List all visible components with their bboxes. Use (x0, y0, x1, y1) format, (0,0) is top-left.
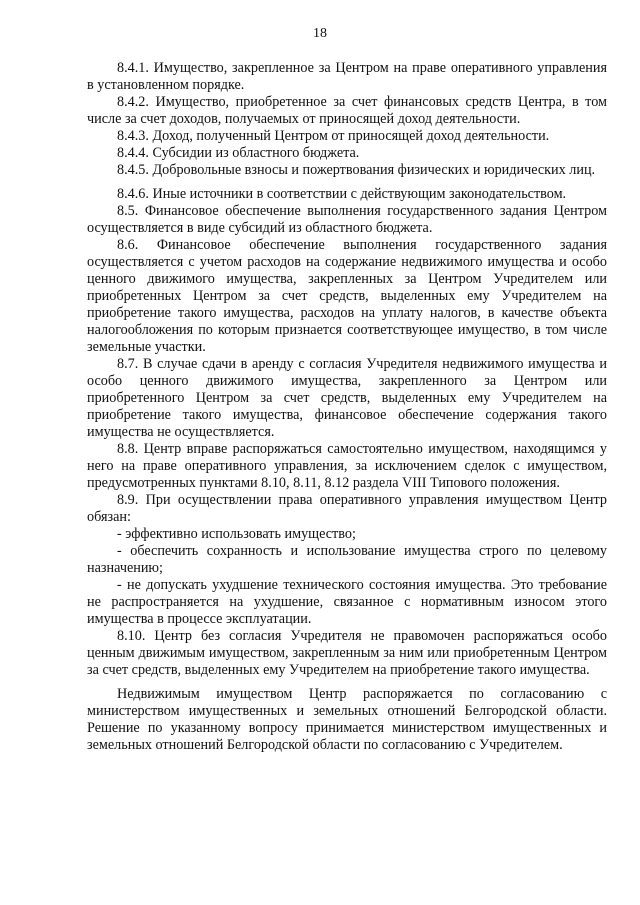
paragraph-8-8: 8.8. Центр вправе распоряжаться самостоятельно имуществом, находящимся у него на праве оперативного управления, за исключением сделок с имуществом, предусмотренных пунктами 8.10, 8.11, 8.12 раздела VIII Типового положения. (87, 441, 607, 491)
paragraph-8-7: 8.7. В случае сдачи в аренду с согласия Учредителя недвижимого имущества и особо ценного движимого имущества, закрепленного за Центром или приобретенного Центром за счет средств, выделенных ему Учредителем на приобретение такого имущества, финансовое обеспечение содержания такого имущества не осуществляется. (87, 356, 607, 440)
paragraph-8-4-4: 8.4.4. Субсидии из областного бюджета. (117, 145, 360, 161)
paragraph-8-6: 8.6. Финансовое обеспечение выполнения государственного задания осуществляется с учетом расходов на содержание недвижимого имущества и особо ценного движимого имущества, закрепленных за Центром Учредителем или приобретенных Центром за счет средств, выделенных ему Учредителем на приобретение такого имущества, расходов на уплату налогов, в качестве объекта налогообложения по которым признается соответствующее имущество, в том числе земельные участки. (87, 237, 607, 355)
list-item-ensure-safety: - обеспечить сохранность и использование имущества строго по целевому назначению; (87, 543, 607, 576)
paragraph-8-9: 8.9. При осуществлении права оперативного управления имуществом Центр обязан: (87, 492, 607, 525)
paragraph-8-10: 8.10. Центр без согласия Учредителя не правомочен распоряжаться особо ценным движимым имуществом, закрепленным за ним или приобретенным Центром за счет средств, выделенных ему Учредителем на приобретение такого имущества. (87, 628, 607, 678)
paragraph-8-4-5: 8.4.5. Добровольные взносы и пожертвования физических и юридических лиц. (117, 162, 596, 178)
paragraph-8-4-6: 8.4.6. Иные источники в соответствии с действующим законодательством. (117, 186, 567, 202)
paragraph-8-4-2: 8.4.2. Имущество, приобретенное за счет финансовых средств Центра, в том числе за счет доходов, получаемых от приносящей доход деятельности. (87, 94, 607, 127)
document-body (87, 60, 607, 754)
list-item-no-deterioration: - не допускать ухудшение технического состояния имущества. Это требование не распространяется на ухудшение, связанное с нормативным износом этого имущества в процессе эксплуатации. (87, 577, 607, 627)
paragraph-8-4-1: 8.4.1. Имущество, закрепленное за Центром на праве оперативного управления в установленном порядке. (87, 60, 607, 93)
paragraph-8-4-3: 8.4.3. Доход, полученный Центром от приносящей доход деятельности. (117, 128, 550, 144)
paragraph-real-estate: Недвижимым имуществом Центр распоряжается по согласованию с министерством имущественных и земельных отношений Белгородской области. Решение по указанному вопросу принимается министерством имущественных и земельных отношений Белгородской области по согласованию с Учредителем. (87, 686, 607, 753)
paragraph-8-5: 8.5. Финансовое обеспечение выполнения государственного задания Центром осуществляется в виде субсидий из областного бюджета. (87, 203, 607, 236)
page-number: 18 (313, 26, 327, 41)
list-item-use-effectively: - эффективно использовать имущество; (117, 526, 356, 542)
